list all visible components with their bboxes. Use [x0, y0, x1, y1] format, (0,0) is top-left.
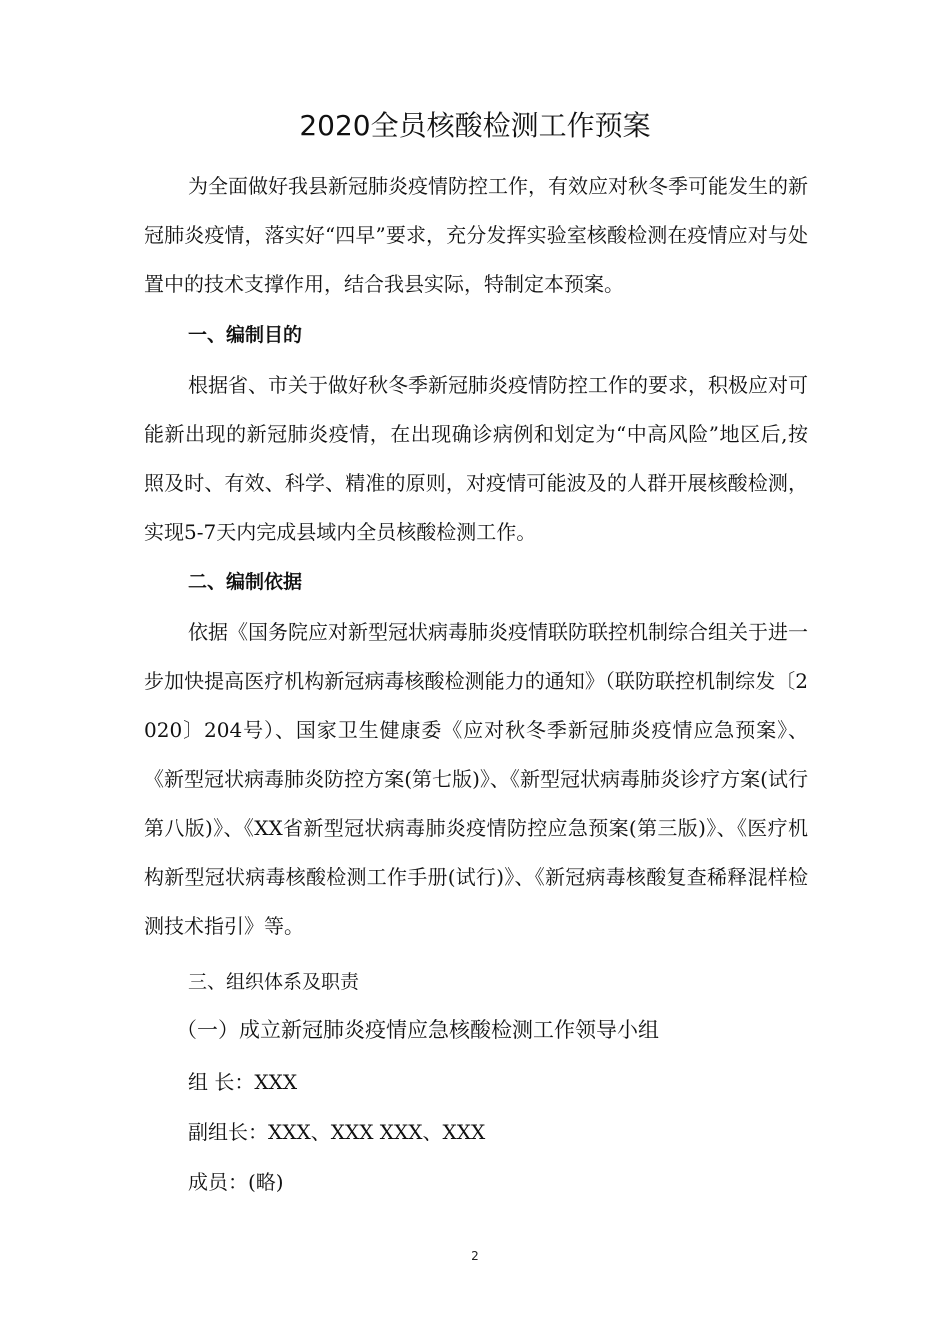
section-2-body: 依据《国务院应对新型冠状病毒肺炎疫情联防联控机制综合组关于进一步加快提高医疗机构新冠病毒核酸检测能力的通知》（联防联控机制综发〔2020〕204号）、国家卫生健康委《应对秋冬季新冠肺炎疫情应急预案》、《新型冠状病毒肺炎防控方案(第七版)》、《新型冠状病毒肺炎诊疗方案(试行第八版)》、《XX省新型冠状病毒肺炎疫情防控应急预案(第三版)》、《医疗机构新型冠状病毒核酸检测工作手册(试行)》、《新冠病毒核酸复查稀释混样检测技术指引》等。	[144, 620, 808, 938]
members-line: 成员：(略)	[188, 1170, 284, 1194]
group-leader-line: 组 长：XXX	[188, 1070, 298, 1094]
section-2-heading: 二、编制依据	[188, 571, 303, 593]
page-number: 2	[471, 1249, 479, 1263]
section-1-body: 根据省、市关于做好秋冬季新冠肺炎疫情防控工作的要求，积极应对可能新出现的新冠肺炎疫情，在出现确诊病例和划定为“中高风险”地区后,按照及时、有效、科学、精准的原则，对疫情可能波及的人群开展核酸检测，实现5-7天内完成县域内全员核酸检测工作。	[144, 373, 808, 544]
intro-paragraph: 为全面做好我县新冠肺炎疫情防控工作，有效应对秋冬季可能发生的新冠肺炎疫情，落实好“四早”要求，充分发挥实验室核酸检测在疫情应对与处置中的技术支撑作用，结合我县实际，特制定本预案。	[144, 174, 808, 296]
section-3-heading: 三、组织体系及职责	[188, 971, 360, 993]
section-3-subheading: （一）成立新冠肺炎疫情应急核酸检测工作领导小组	[176, 1018, 659, 1042]
deputy-leader-line: 副组长：XXX、XXX XXX、XXX	[188, 1120, 486, 1144]
section-1-heading: 一、编制目的	[188, 324, 303, 346]
document-title: 2020全员核酸检测工作预案	[299, 109, 651, 142]
